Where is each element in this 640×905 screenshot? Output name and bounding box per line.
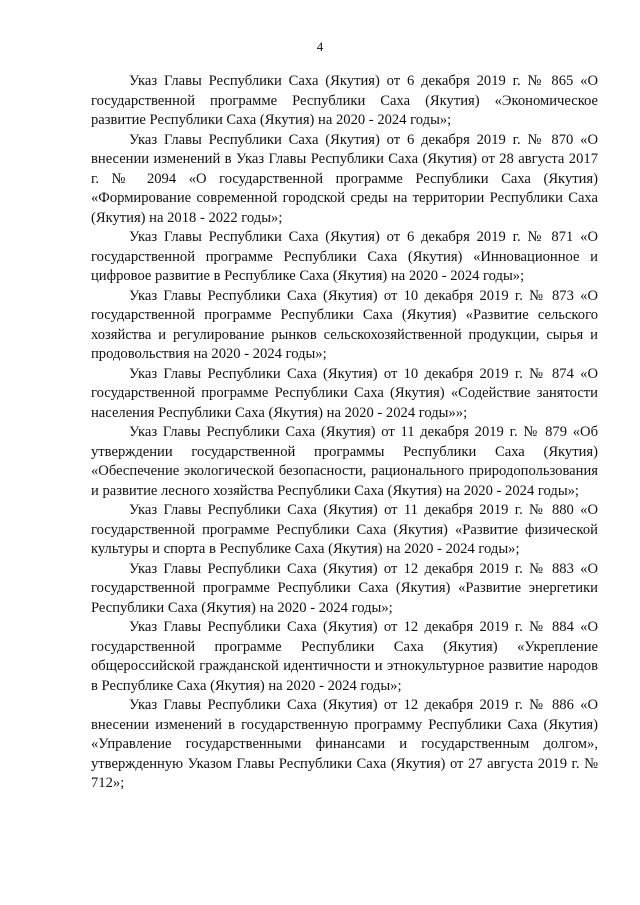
decree-paragraph-871: Указ Главы Республики Саха (Якутия) от 6 декабря 2019 г. № 871 «О государственной программе Республики Саха (Якутия) «Инновационное и цифровое развитие в Республике Саха (Якутия) на 2020 - 2024 годы»; xyxy=(91,229,598,284)
decree-paragraph-865: Указ Главы Республики Саха (Якутия) от 6 декабря 2019 г. № 865 «О государственной программе Республики Саха (Якутия) «Экономическое развитие Республики Саха (Якутия) на 2020 - 2024 годы»; xyxy=(91,73,598,128)
decree-paragraph-884: Указ Главы Республики Саха (Якутия) от 12 декабря 2019 г. № 884 «О государственной программе Республики Саха (Якутия) «Укрепление общероссийской гражданской идентичности и этнокультурное развитие народов в Республике Саха (Якутия) на 2020 - 2024 годы»; xyxy=(91,619,598,694)
decree-paragraph-880: Указ Главы Республики Саха (Якутия) от 11 декабря 2019 г. № 880 «О государственной программе Республики Саха (Якутия) «Развитие физической культуры и спорта в Республике Саха (Якутия) на 2020 - 2024 годы»; xyxy=(91,502,598,557)
decree-paragraph-873: Указ Главы Республики Саха (Якутия) от 10 декабря 2019 г. № 873 «О государственной программе Республики Саха (Якутия) «Развитие сельского хозяйства и регулирование рынков сельскохозяйственной продукции, сырья и продовольствия на 2020 - 2024 годы»; xyxy=(91,287,598,362)
decree-paragraph-886: Указ Главы Республики Саха (Якутия) от 12 декабря 2019 г. № 886 «О внесении изменений в государственную программу Республики Саха (Якутия) «Управление государственными финансами и государственным долгом», утвержденную Указом Главы Республики Саха (Якутия) от 27 августа 2019 г. № 712»; xyxy=(91,697,598,791)
decree-paragraph-883: Указ Главы Республики Саха (Якутия) от 12 декабря 2019 г. № 883 «О государственной программе Республики Саха (Якутия) «Развитие энергетики Республики Саха (Якутия) на 2020 - 2024 годы»; xyxy=(91,560,598,616)
document-body xyxy=(91,72,598,794)
decree-paragraph-879: Указ Главы Республики Саха (Якутия) от 11 декабря 2019 г. № 879 «Об утверждении государственной программы Республики Саха (Якутия) «Обеспечение экологической безопасности, рационального природопользования и развитие лесного хозяйства Республики Саха (Якутия) на 2020 - 2024 годы»; xyxy=(91,424,598,499)
page-number: 4 xyxy=(316,39,324,54)
decree-paragraph-874: Указ Главы Республики Саха (Якутия) от 10 декабря 2019 г. № 874 «О государственной программе Республики Саха (Якутия) «Содействие занятости населения Республики Саха (Якутия) на 2020 - 2024 годы»»; xyxy=(91,365,598,421)
decree-paragraph-870: Указ Главы Республики Саха (Якутия) от 6 декабря 2019 г. № 870 «О внесении изменений в Указ Главы Республики Саха (Якутия) от 28 августа 2017 г. № 2094 «О государственной программе Республики Саха (Якутия) «Формирование современной городской среды на территории Республики Саха (Якутия) на 2018 - 2022 годы»; xyxy=(91,131,598,226)
